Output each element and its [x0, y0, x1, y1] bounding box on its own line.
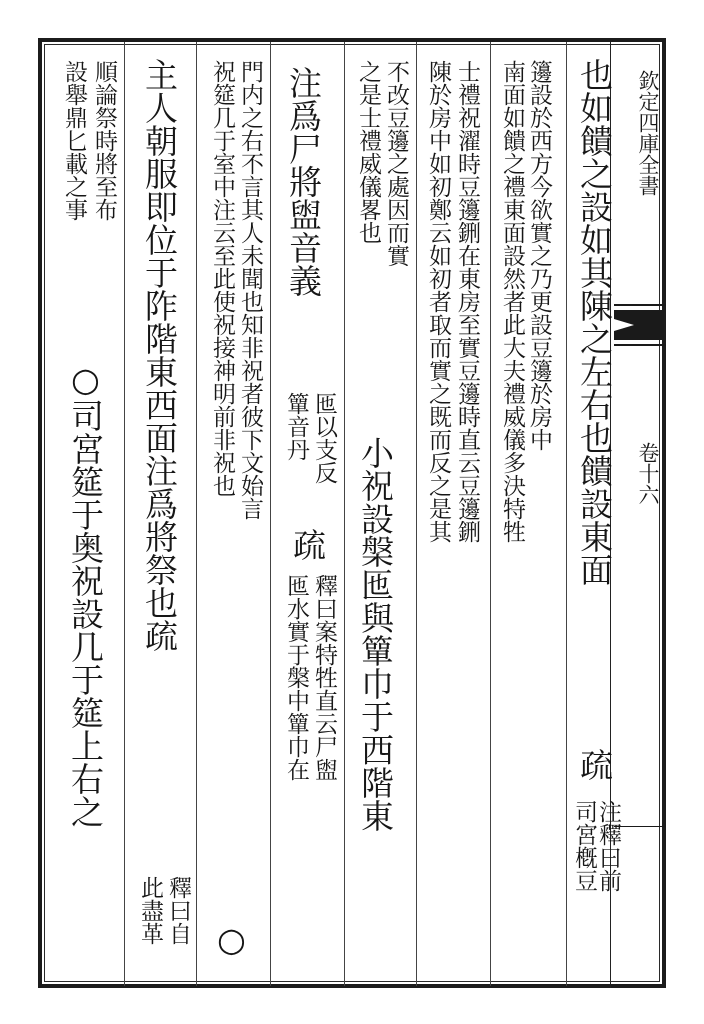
- volume-label: 卷十六: [636, 442, 660, 505]
- annotation-column-5d: 匜水實于槃中簞巾在: [283, 574, 309, 781]
- fishtail-bottom-line: [614, 344, 666, 346]
- column-rule: [344, 42, 345, 986]
- annotation-column-6a: 門内之右不言其人未聞也知非祝者彼下文始言: [237, 60, 263, 520]
- text-column-5: 注爲尸將盥音義: [284, 66, 323, 297]
- text-column-5-shu: 疏: [288, 528, 327, 561]
- annotation-column-5a: 匜以支反: [311, 392, 337, 484]
- annotation-column-2b: 南面如饋之禮東面設然者此大夫禮威儀多決特牲: [499, 60, 525, 543]
- annotation-column-3a: 士禮祝濯時豆籩鉶在東房至實豆籩時直云豆籩鉶: [454, 60, 480, 543]
- annotation-column-7b: 此盡革: [137, 876, 163, 945]
- annotation-column-8a: 順論祭時將至布: [91, 60, 117, 221]
- annotation-column-5c: 釋曰案特牲直云尸盥: [311, 574, 337, 781]
- column-rule: [490, 42, 491, 986]
- annotation-column-6b: 祝筵几于室中注云至此使祝接神明前非祝也: [209, 60, 235, 497]
- annotation-column-1b: 司宮槪豆: [571, 800, 597, 892]
- text-column-4: 小祝設槃匜與簞巾于西階東: [356, 436, 395, 832]
- column-rule: [566, 42, 567, 986]
- column-rule: [416, 42, 417, 986]
- annotation-column-1a: 注釋曰前: [595, 800, 621, 892]
- margin-lower-line: [614, 826, 666, 827]
- annotation-column-3b: 陳於房中如初鄭云如初者取而實之既而反之是其: [425, 60, 451, 543]
- text-column-1-shu: 疏: [575, 748, 614, 781]
- annotation-column-8b: 設舉鼎匕載之事: [61, 60, 87, 221]
- circle-separator: ○: [212, 920, 251, 959]
- annotation-column-2a: 籩設於西方今欲實之乃更設豆籩於房中: [526, 60, 552, 451]
- column-rule: [270, 42, 271, 986]
- book-title: 欽定四庫全書: [636, 70, 660, 196]
- text-column-7: 主人朝服即位于阼階東西面注爲將祭也疏: [140, 58, 179, 652]
- text-column-8: ○司宮筵于奥祝設几于筵上右之: [66, 360, 105, 828]
- annotation-column-4a: 不改豆籩之處因而實: [383, 60, 409, 267]
- text-column-1: 也如饋之設如其陳之左右也饋設東面: [575, 58, 614, 586]
- annotation-column-5b: 簞音丹: [283, 392, 309, 461]
- annotation-column-4b: 之是士禮威儀畧也: [355, 60, 381, 244]
- annotation-column-7a: 釋曰自: [165, 876, 191, 945]
- column-rule: [196, 42, 197, 986]
- fishtail-top-line: [614, 304, 666, 306]
- column-rule: [124, 42, 125, 986]
